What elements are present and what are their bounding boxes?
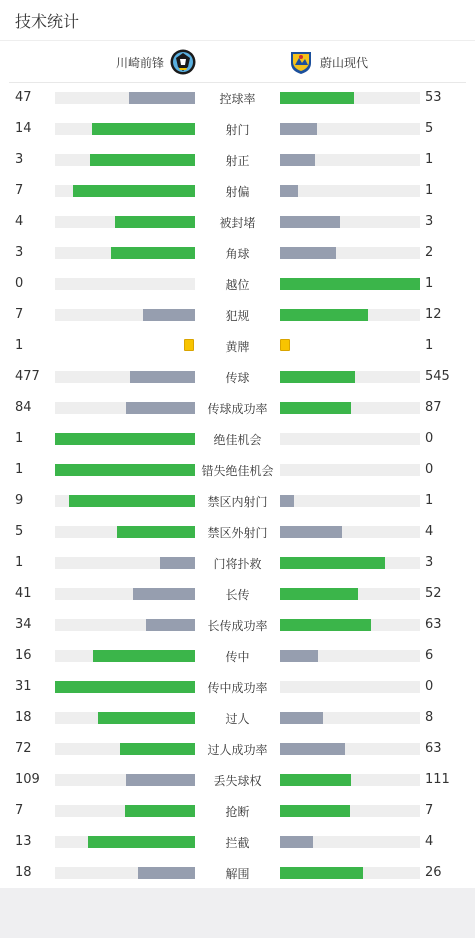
stat-label: 拦截 [225, 836, 250, 850]
away-stat-value: 63 [425, 617, 442, 632]
stat-row [0, 145, 475, 176]
yellow-card-icon [184, 339, 194, 351]
home-stat-value: 1 [15, 431, 24, 446]
away-team-name: 蔚山现代 [320, 55, 369, 70]
stat-label: 抢断 [225, 805, 250, 819]
stat-row [0, 393, 475, 424]
stat-label: 绝佳机会 [213, 433, 262, 447]
home-bar-fill [138, 867, 195, 879]
away-bar-track [280, 185, 420, 197]
away-bar-track [280, 557, 420, 569]
away-stat-value: 7 [425, 803, 434, 818]
stat-label: 犯规 [225, 309, 250, 323]
stats-list [0, 83, 475, 889]
home-bar-track [55, 526, 195, 538]
home-bar-fill [126, 402, 195, 414]
away-bar-track [280, 619, 420, 631]
away-bar-track [280, 495, 420, 507]
away-bar-track [280, 216, 420, 228]
home-bar-track [55, 123, 195, 135]
away-bar-track [280, 805, 420, 817]
stat-row [0, 827, 475, 858]
stat-row [0, 269, 475, 300]
stat-label: 黄牌 [225, 340, 250, 354]
stat-label: 解围 [225, 867, 250, 881]
home-bar-fill [93, 650, 195, 662]
home-bar-track [55, 743, 195, 755]
teams-header [9, 41, 466, 83]
home-bar-track [55, 712, 195, 724]
away-bar-track [280, 743, 420, 755]
away-bar-fill [280, 867, 363, 879]
yellow-card-icon [280, 339, 290, 351]
stat-label: 长传 [225, 588, 250, 602]
home-stat-value: 41 [15, 586, 32, 601]
stat-label: 门将扑救 [213, 557, 262, 571]
away-stat-value: 1 [425, 152, 434, 167]
home-bar-fill [88, 836, 195, 848]
home-bar-track [55, 681, 195, 693]
away-stat-value: 53 [425, 90, 442, 105]
stat-label: 长传成功率 [207, 619, 268, 633]
away-stat-value: 545 [425, 369, 450, 384]
away-bar-track [280, 712, 420, 724]
stat-row [0, 765, 475, 796]
away-stat-value: 87 [425, 400, 442, 415]
stat-label: 传球 [225, 371, 250, 385]
stat-row [0, 858, 475, 889]
home-bar-track [55, 619, 195, 631]
home-stat-value: 13 [15, 834, 32, 849]
home-bar-track [55, 433, 195, 445]
stat-row [0, 176, 475, 207]
away-bar-fill [280, 557, 385, 569]
away-bar-fill [280, 712, 323, 724]
home-bar-fill [125, 805, 195, 817]
home-stat-value: 31 [15, 679, 32, 694]
home-stat-value: 3 [15, 245, 24, 260]
home-bar-fill [55, 433, 195, 445]
header [0, 0, 475, 41]
stat-row [0, 207, 475, 238]
home-stat-value: 18 [15, 710, 32, 725]
home-bar-track [55, 588, 195, 600]
away-stat-value: 5 [425, 121, 434, 136]
away-stat-value: 8 [425, 710, 434, 725]
away-stat-value: 0 [425, 431, 434, 446]
home-stat-value: 47 [15, 90, 32, 105]
away-bar-fill [280, 650, 318, 662]
away-stat-value: 1 [425, 276, 434, 291]
home-bar-track [55, 309, 195, 321]
home-bar-fill [160, 557, 195, 569]
stat-row [0, 362, 475, 393]
home-bar-track [55, 185, 195, 197]
away-bar-track [280, 836, 420, 848]
away-team-logo-icon [288, 49, 314, 75]
away-bar-fill [280, 247, 336, 259]
stat-label: 传中 [225, 650, 250, 664]
away-team[interactable] [288, 49, 368, 75]
away-stat-value: 0 [425, 679, 434, 694]
away-stat-value: 111 [425, 772, 450, 787]
home-bar-track [55, 557, 195, 569]
away-bar-track [280, 309, 420, 321]
home-stat-value: 18 [15, 865, 32, 880]
home-bar-fill [55, 681, 195, 693]
away-stat-value: 3 [425, 555, 434, 570]
stat-row [0, 548, 475, 579]
home-stat-value: 1 [15, 462, 24, 477]
home-stat-value: 5 [15, 524, 24, 539]
away-bar-fill [280, 495, 294, 507]
away-bar-track [280, 774, 420, 786]
away-bar-fill [280, 185, 298, 197]
home-stat-value: 14 [15, 121, 32, 136]
home-team-name: 川崎前锋 [115, 55, 164, 70]
away-bar-track [280, 588, 420, 600]
home-team-logo-icon [170, 49, 196, 75]
stat-label: 射偏 [225, 185, 250, 199]
away-stat-value: 52 [425, 586, 442, 601]
away-bar-fill [280, 619, 371, 631]
home-bar-track [55, 154, 195, 166]
away-stat-value: 26 [425, 865, 442, 880]
home-stat-value: 7 [15, 307, 24, 322]
home-bar-track [55, 495, 195, 507]
stat-label: 禁区外射门 [207, 526, 268, 540]
stat-label: 错失绝佳机会 [201, 464, 274, 478]
home-bar-track [55, 402, 195, 414]
stat-label: 控球率 [219, 92, 256, 106]
away-bar-track [280, 371, 420, 383]
home-stat-value: 72 [15, 741, 32, 756]
home-stat-value: 0 [15, 276, 24, 291]
home-stat-value: 4 [15, 214, 24, 229]
home-stat-value: 9 [15, 493, 24, 508]
home-stat-value: 109 [15, 772, 40, 787]
home-bar-fill [130, 371, 195, 383]
stat-row [0, 486, 475, 517]
away-stat-value: 2 [425, 245, 434, 260]
away-bar-track [280, 464, 420, 476]
away-bar-track [280, 123, 420, 135]
away-stat-value: 63 [425, 741, 442, 756]
home-bar-track [55, 650, 195, 662]
away-bar-track [280, 92, 420, 104]
stat-label: 丢失球权 [213, 774, 262, 788]
home-stat-value: 7 [15, 803, 24, 818]
away-bar-fill [280, 216, 340, 228]
away-bar-fill [280, 154, 315, 166]
away-bar-track [280, 867, 420, 879]
home-bar-fill [115, 216, 195, 228]
away-bar-track [280, 650, 420, 662]
stat-row [0, 672, 475, 703]
stat-label: 角球 [225, 247, 250, 261]
home-bar-fill [120, 743, 195, 755]
home-bar-fill [73, 185, 196, 197]
home-stat-value: 7 [15, 183, 24, 198]
stat-row [0, 424, 475, 455]
stat-row [0, 238, 475, 269]
home-bar-track [55, 371, 195, 383]
stat-row [0, 579, 475, 610]
away-bar-track [280, 247, 420, 259]
away-bar-track [280, 402, 420, 414]
away-bar-track [280, 154, 420, 166]
home-bar-fill [129, 92, 195, 104]
home-stat-value: 84 [15, 400, 32, 415]
stat-label: 传中成功率 [207, 681, 268, 695]
home-bar-fill [117, 526, 195, 538]
away-stat-value: 1 [425, 338, 434, 353]
away-bar-track [280, 278, 420, 290]
away-bar-fill [280, 123, 317, 135]
home-team[interactable] [116, 49, 196, 75]
away-bar-fill [280, 526, 342, 538]
stat-label: 禁区内射门 [207, 495, 268, 509]
home-bar-fill [111, 247, 195, 259]
stat-label: 射正 [225, 154, 250, 168]
away-stat-value: 6 [425, 648, 434, 663]
stat-row [0, 610, 475, 641]
away-stat-value: 4 [425, 524, 434, 539]
home-stat-value: 1 [15, 338, 24, 353]
stat-row [0, 734, 475, 765]
away-bar-fill [280, 836, 313, 848]
stat-row [0, 641, 475, 672]
away-bar-fill [280, 309, 368, 321]
stat-row [0, 517, 475, 548]
home-bar-track [55, 805, 195, 817]
stat-label: 射门 [225, 123, 250, 137]
stat-row [0, 455, 475, 486]
stat-label: 越位 [225, 278, 250, 292]
away-stat-value: 4 [425, 834, 434, 849]
away-bar-fill [280, 774, 351, 786]
stat-row [0, 331, 475, 362]
stat-label: 过人成功率 [207, 743, 268, 757]
home-bar-fill [92, 123, 195, 135]
home-bar-track [55, 464, 195, 476]
home-bar-fill [143, 309, 195, 321]
home-bar-track [55, 836, 195, 848]
home-bar-fill [126, 774, 195, 786]
home-stat-value: 3 [15, 152, 24, 167]
stat-row [0, 703, 475, 734]
home-bar-fill [55, 464, 195, 476]
home-stat-value: 1 [15, 555, 24, 570]
stat-row [0, 114, 475, 145]
stat-label: 被封堵 [219, 216, 256, 230]
away-bar-fill [280, 402, 351, 414]
home-bar-track [55, 247, 195, 259]
home-bar-fill [146, 619, 195, 631]
home-bar-fill [69, 495, 195, 507]
away-bar-track [280, 433, 420, 445]
home-bar-track [55, 774, 195, 786]
home-bar-track [55, 92, 195, 104]
page-title: 技术统计 [15, 12, 80, 31]
home-bar-track [55, 278, 195, 290]
away-stat-value: 1 [425, 493, 434, 508]
away-bar-fill [280, 743, 345, 755]
home-bar-track [55, 216, 195, 228]
away-stat-value: 12 [425, 307, 442, 322]
away-bar-fill [280, 92, 354, 104]
home-stat-value: 477 [15, 369, 40, 384]
stat-row [0, 796, 475, 827]
home-bar-fill [98, 712, 195, 724]
away-stat-value: 1 [425, 183, 434, 198]
home-stat-value: 16 [15, 648, 32, 663]
away-stat-value: 3 [425, 214, 434, 229]
stat-label: 过人 [225, 712, 250, 726]
home-bar-fill [133, 588, 195, 600]
home-bar-fill [90, 154, 195, 166]
away-bar-track [280, 681, 420, 693]
away-bar-fill [280, 805, 350, 817]
away-bar-fill [280, 588, 358, 600]
stat-label: 传球成功率 [207, 402, 268, 416]
away-bar-track [280, 526, 420, 538]
stat-row [0, 83, 475, 114]
away-stat-value: 0 [425, 462, 434, 477]
away-bar-fill [280, 371, 355, 383]
away-bar-fill [280, 278, 420, 290]
stat-row [0, 300, 475, 331]
home-stat-value: 34 [15, 617, 32, 632]
home-bar-track [55, 867, 195, 879]
